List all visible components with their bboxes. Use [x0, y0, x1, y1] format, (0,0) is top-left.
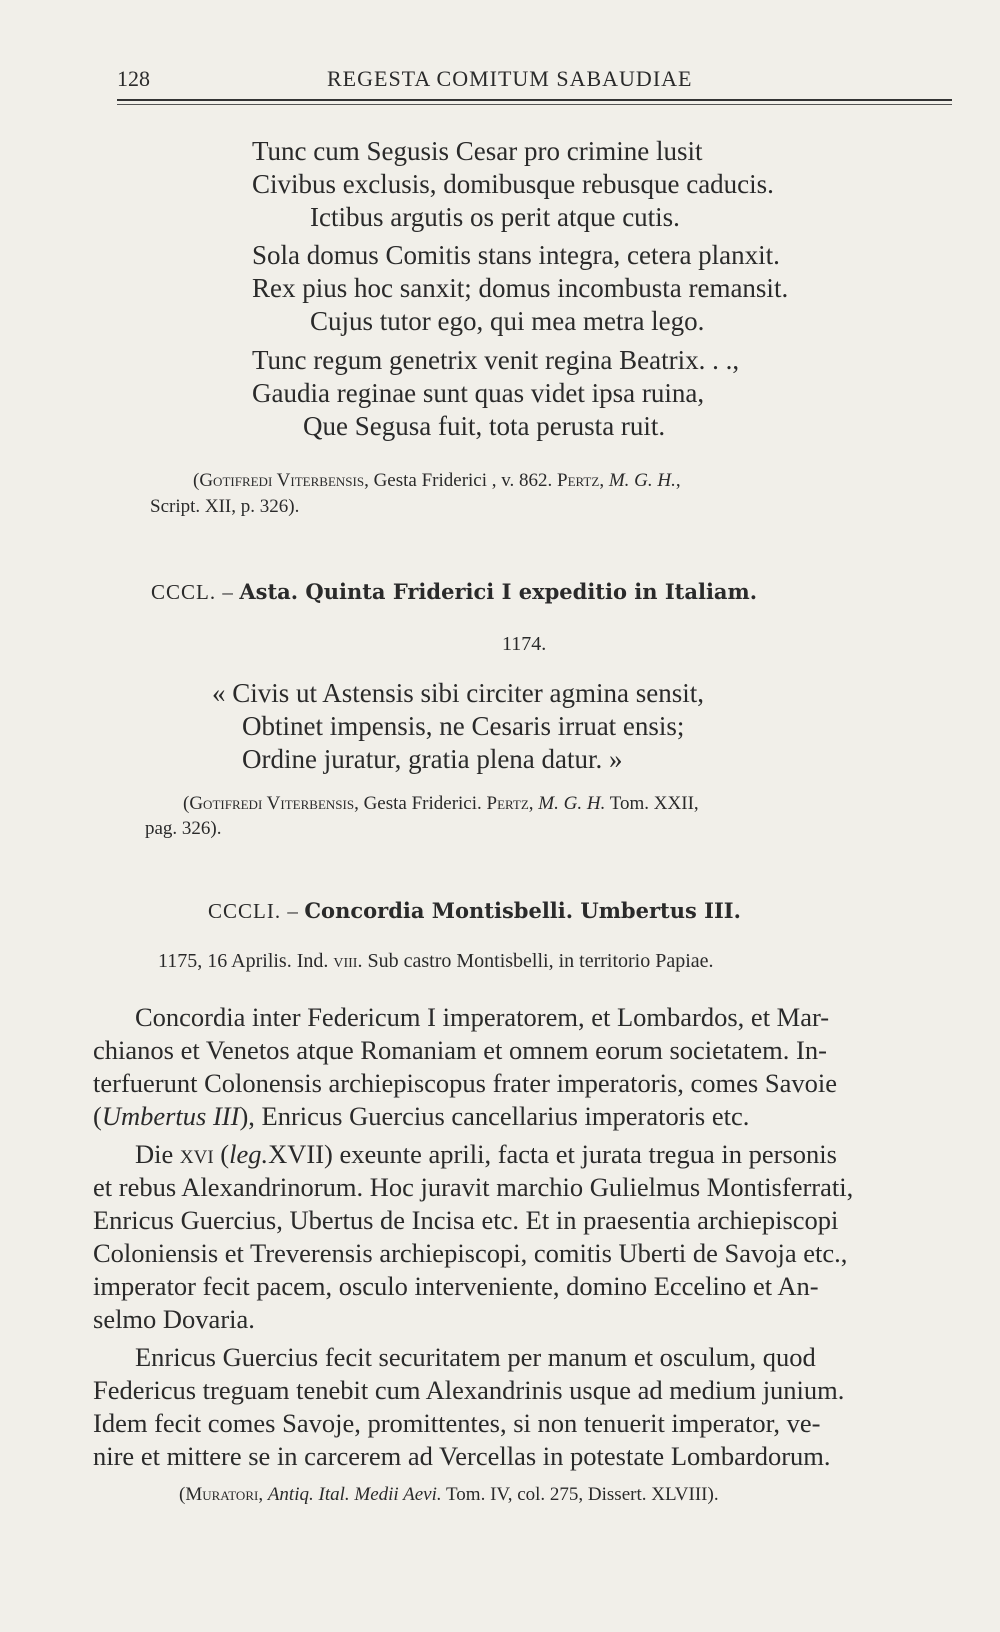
dateline-place: . Sub castro Montisbelli, in territorio Papiae.: [357, 950, 714, 972]
citation-sep: ,: [258, 1484, 264, 1505]
citation-tail: Tom. XXII,: [609, 793, 699, 814]
citation-line: Script. XII, p. 326).: [150, 496, 300, 517]
citation-paren: (: [183, 793, 190, 814]
paragraph-line: Concordia inter Federicum I imperatorem, et Lombardos, et Mar-: [135, 1002, 830, 1032]
citation-line: [183, 793, 699, 815]
paragraph-line: Coloniensis et Treverensis archiepiscopi, comitis Uberti de Savoja etc.,: [93, 1238, 848, 1268]
page-number: 128: [117, 66, 150, 91]
verse-line: « Civis ut Astensis sibi circiter agmina sensit,: [212, 678, 704, 708]
citation-work: Antiq. Ital. Medii Aevi.: [267, 1484, 442, 1505]
section-title: Asta. Quinta Friderici I expeditio in Italiam.: [239, 579, 758, 604]
verse-line: Tunc regum genetrix venit regina Beatrix. . .,: [252, 345, 740, 375]
citation-work: , Gesta Friderici , v. 862.: [364, 470, 553, 491]
citation-sep: ,: [599, 470, 605, 491]
paragraph-line: nire et mittere se in carcerem ad Vercellas in potestate Lombardorum.: [93, 1441, 831, 1471]
text: XVII) exeunte aprili, facta et jurata tregua in personis: [268, 1139, 837, 1169]
paragraph-line: [93, 1101, 749, 1132]
verse-line: Tunc cum Segusis Cesar pro crimine lusit: [252, 136, 703, 166]
section-title: Concordia Montisbelli. Umbertus III.: [304, 898, 741, 923]
paren: (: [220, 1139, 230, 1169]
citation-line: pag. 326).: [145, 818, 222, 839]
citation-author: Muratori: [185, 1484, 259, 1505]
section-year: 1174.: [502, 633, 547, 655]
paragraph-line: chianos et Venetos atque Romaniam et omnem eorum societatem. In-: [93, 1035, 827, 1065]
paragraph-line: terfuerunt Colonensis archiepiscopus frater imperatoris, comes Savoie: [93, 1068, 837, 1098]
paragraph-line: Federicus treguam tenebit cum Alexandrinis usque ad medium junium.: [93, 1375, 845, 1405]
italic-abbrev: leg.: [229, 1139, 269, 1169]
section-heading: [151, 579, 757, 605]
verse-line: Ordine juratur, gratia plena datur. »: [242, 744, 623, 774]
section-heading: [208, 898, 741, 924]
paragraph-line: Enricus Guercius, Ubertus de Incisa etc. Et in praesentia archiepiscopi: [93, 1205, 839, 1235]
dateline: [158, 950, 714, 973]
verse-line: Rex pius hoc sanxit; domus incombusta remansit.: [252, 273, 789, 303]
roman-numeral: xvi: [179, 1139, 214, 1169]
verse-line: Que Segusa fuit, tota perusta ruit.: [303, 411, 666, 441]
citation-author: Gotifredi Viterbensis: [189, 793, 355, 814]
verse-line: Obtinet impensis, ne Cesaris irruat ensis;: [242, 711, 685, 741]
dateline-indiction: viii: [333, 950, 358, 972]
paragraph-line: Idem fecit comes Savoje, promittentes, si non tenuerit imperator, ve-: [93, 1408, 821, 1438]
citation-tail: Tom. IV, col. 275, Dissert. XLVIII).: [446, 1484, 719, 1505]
text: ), Enricus Guercius cancellarius imperatoris etc.: [239, 1101, 750, 1131]
citation-series: M. G. H.: [538, 793, 606, 814]
header-rule-thin: [117, 104, 952, 105]
citation-editor: Pertz: [486, 793, 529, 814]
italic-name: Umbertus III: [101, 1101, 240, 1131]
citation-series: M. G. H.: [608, 470, 676, 491]
paren: (: [93, 1101, 102, 1131]
verse-line: Civibus exclusis, domibusque rebusque caducis.: [252, 169, 774, 199]
citation-tail: ,: [675, 470, 681, 491]
paragraph-line: imperator fecit pacem, osculo interveniente, domino Eccelino et An-: [93, 1271, 819, 1301]
section-number: CCCL. –: [151, 580, 234, 604]
dateline-date: 1175, 16 Aprilis. Ind.: [158, 950, 329, 972]
running-title: REGESTA COMITUM SABAUDIAE: [327, 66, 693, 91]
verse-line: Gaudia reginae sunt quas videt ipsa ruina,: [252, 378, 705, 408]
citation-paren: (: [193, 470, 200, 491]
citation-paren: (: [179, 1484, 186, 1505]
paragraph-line: [135, 1139, 837, 1170]
citation-author: Gotifredi Viterbensis: [199, 470, 365, 491]
verse-line: Sola domus Comitis stans integra, cetera planxit.: [252, 240, 780, 270]
paragraph-line: Enricus Guercius fecit securitatem per manum et osculum, quod: [135, 1342, 816, 1372]
citation-work: , Gesta Friderici.: [354, 793, 482, 814]
verse-line: Cujus tutor ego, qui mea metra lego.: [310, 306, 705, 336]
verse-line: Ictibus argutis os perit atque cutis.: [310, 202, 680, 232]
paragraph-line: selmo Dovaria.: [93, 1304, 255, 1334]
page-header: [117, 62, 952, 102]
citation-line: [179, 1484, 719, 1506]
paragraph-line: et rebus Alexandrinorum. Hoc juravit marchio Gulielmus Montisferrati,: [93, 1172, 854, 1202]
section-number: CCCLI. –: [208, 899, 299, 923]
citation-line: [193, 470, 681, 492]
header-rule: [117, 99, 952, 101]
citation-editor: Pertz: [557, 470, 600, 491]
text: Die: [135, 1139, 174, 1169]
citation-sep: ,: [528, 793, 534, 814]
